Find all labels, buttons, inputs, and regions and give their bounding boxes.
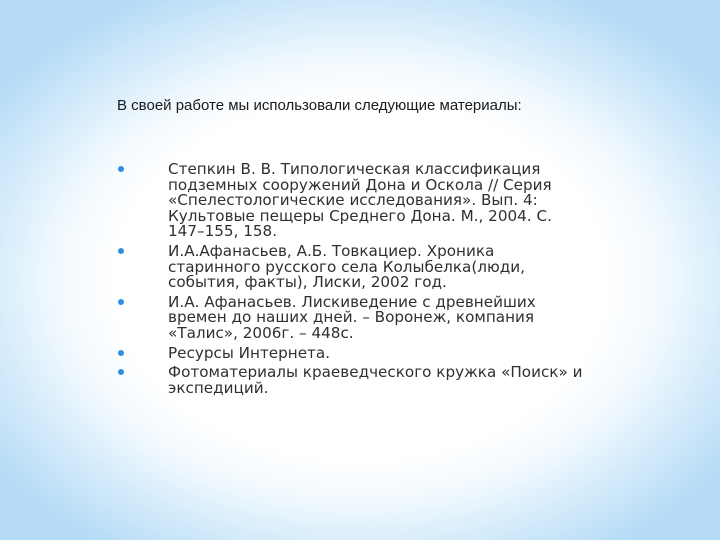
- slide-heading: В своей работе мы использовали следующие материалы:: [117, 97, 522, 114]
- list-item: [118, 343, 588, 362]
- list-item-text: Фотоматериалы краеведческого кружка «Поиск» и экспедиций.: [168, 363, 583, 397]
- list-item-text: Степкин В. В. Типологическая классификация подземных сооружений Дона и Оскола // Серия «Спелестологические исследования». Вып. 4: Культовые пещеры Среднего Дона. М., 2004. С. 147–155, 158.: [168, 160, 552, 241]
- list-item-text: И.А. Афанасьев. Лискиведение с древнейших времен до наших дней. – Воронеж, компания «Талис», 2006г. – 448с.: [168, 292, 536, 342]
- list-item-text: Ресурсы Интернета.: [168, 343, 331, 362]
- list-item: [118, 292, 588, 342]
- list-item: [118, 365, 588, 396]
- bullet-icon: [118, 299, 124, 305]
- list-item: [118, 241, 588, 292]
- bullet-icon: [118, 350, 124, 356]
- list-item: [118, 162, 588, 240]
- bullet-icon: [118, 369, 124, 375]
- bullet-icon: [118, 248, 124, 254]
- bullet-icon: [118, 166, 124, 172]
- list-item-text: И.А.Афанасьев, А.Б. Товкациер. Хроника старинного русского села Колыбелка(люди, события, факты), Лиски, 2002 год.: [168, 241, 525, 292]
- materials-list: [118, 162, 588, 400]
